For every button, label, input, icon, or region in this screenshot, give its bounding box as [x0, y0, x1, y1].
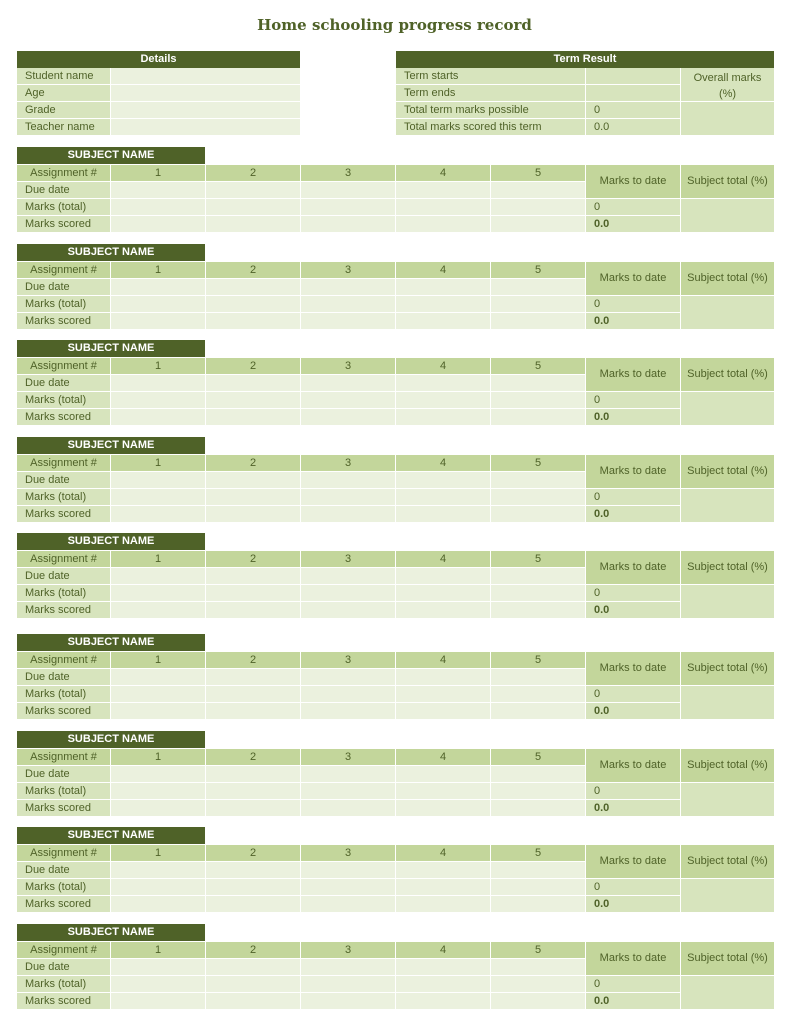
row-label: Due date: [17, 375, 110, 391]
assignment-input-cell[interactable]: [396, 959, 490, 975]
assignment-number: 5: [491, 749, 585, 765]
subject-total-label: Subject total (%): [681, 165, 774, 198]
subject-name-header[interactable]: SUBJECT NAME: [17, 437, 205, 454]
subject-total-value: [681, 392, 774, 425]
row-label: Marks scored: [17, 216, 110, 232]
row-label: Marks (total): [17, 199, 110, 215]
assignment-number: 1: [111, 165, 205, 181]
assignment-number: 1: [111, 942, 205, 958]
assignment-label: Assignment #: [17, 455, 110, 471]
subject-name-header[interactable]: SUBJECT NAME: [17, 244, 205, 261]
term-label-term-starts: Term starts: [396, 68, 585, 84]
assignment-number: 3: [301, 551, 395, 567]
assignment-input-cell[interactable]: [111, 669, 205, 685]
assignment-input-cell[interactable]: [491, 182, 585, 198]
marks-scored-value: 0.0: [586, 602, 680, 618]
assignment-input-cell[interactable]: [111, 686, 205, 702]
assignment-input-cell[interactable]: [111, 862, 205, 878]
assignment-input-cell[interactable]: [206, 669, 300, 685]
assignment-input-cell[interactable]: [396, 199, 490, 215]
marks-scored-value: 0.0: [586, 216, 680, 232]
assignment-input-cell[interactable]: [206, 602, 300, 618]
subject-total-value: [681, 296, 774, 329]
term-label-term-ends: Term ends: [396, 85, 585, 101]
assignment-number: 3: [301, 165, 395, 181]
assignment-input-cell[interactable]: [206, 392, 300, 408]
assignment-input-cell[interactable]: [111, 375, 205, 391]
assignment-input-cell[interactable]: [301, 800, 395, 816]
assignment-input-cell[interactable]: [301, 296, 395, 312]
assignment-number: 4: [396, 455, 490, 471]
assignment-number: 3: [301, 455, 395, 471]
assignment-input-cell[interactable]: [206, 862, 300, 878]
assignment-input-cell[interactable]: [301, 279, 395, 295]
assignment-input-cell[interactable]: [491, 896, 585, 912]
subject-total-value: [681, 199, 774, 232]
assignment-number: 3: [301, 358, 395, 374]
assignment-input-cell[interactable]: [206, 703, 300, 719]
assignment-input-cell[interactable]: [111, 568, 205, 584]
subject-total-label: Subject total (%): [681, 358, 774, 391]
assignment-input-cell[interactable]: [491, 279, 585, 295]
assignment-input-cell[interactable]: [396, 896, 490, 912]
marks-to-date-label: Marks to date: [586, 845, 680, 878]
assignment-number: 4: [396, 749, 490, 765]
assignment-input-cell[interactable]: [491, 976, 585, 992]
marks-scored-value: 0.0: [586, 800, 680, 816]
assignment-input-cell[interactable]: [491, 783, 585, 799]
marks-scored-value: 0.0: [586, 409, 680, 425]
term-result-header: Term Result: [396, 51, 774, 68]
assignment-input-cell[interactable]: [206, 686, 300, 702]
assignment-number: 1: [111, 652, 205, 668]
assignment-input-cell[interactable]: [111, 506, 205, 522]
assignment-input-cell[interactable]: [301, 686, 395, 702]
assignment-input-cell[interactable]: [206, 182, 300, 198]
subject-total-value: [681, 976, 774, 1009]
assignment-number: 4: [396, 165, 490, 181]
assignment-input-cell[interactable]: [396, 703, 490, 719]
marks-total-value: 0: [586, 199, 680, 215]
marks-total-value: 0: [586, 686, 680, 702]
assignment-number: 3: [301, 942, 395, 958]
assignment-input-cell[interactable]: [206, 800, 300, 816]
row-label: Marks scored: [17, 313, 110, 329]
assignment-number: 1: [111, 358, 205, 374]
assignment-number: 1: [111, 551, 205, 567]
assignment-input-cell[interactable]: [491, 313, 585, 329]
assignment-input-cell[interactable]: [301, 766, 395, 782]
assignment-input-cell[interactable]: [301, 669, 395, 685]
row-label: Marks (total): [17, 686, 110, 702]
marks-total-value: 0: [586, 976, 680, 992]
assignment-label: Assignment #: [17, 262, 110, 278]
subject-total-label: Subject total (%): [681, 749, 774, 782]
assignment-input-cell[interactable]: [301, 568, 395, 584]
assignment-input-cell[interactable]: [111, 472, 205, 488]
assignment-input-cell[interactable]: [111, 216, 205, 232]
row-label: Marks scored: [17, 506, 110, 522]
marks-scored-value: 0.0: [586, 506, 680, 522]
assignment-input-cell[interactable]: [206, 959, 300, 975]
assignment-input-cell[interactable]: [491, 959, 585, 975]
assignment-input-cell[interactable]: [396, 568, 490, 584]
assignment-input-cell[interactable]: [206, 993, 300, 1009]
assignment-input-cell[interactable]: [301, 199, 395, 215]
marks-scored-value: 0.0: [586, 993, 680, 1009]
assignment-input-cell[interactable]: [491, 375, 585, 391]
assignment-input-cell[interactable]: [206, 296, 300, 312]
term-label-total-scored: Total marks scored this term: [396, 119, 585, 135]
marks-to-date-label: Marks to date: [586, 942, 680, 975]
assignment-input-cell[interactable]: [111, 313, 205, 329]
assignment-number: 2: [206, 749, 300, 765]
assignment-input-cell[interactable]: [491, 766, 585, 782]
overall-marks-label-cell: [681, 68, 774, 101]
assignment-input-cell[interactable]: [491, 669, 585, 685]
row-label: Due date: [17, 182, 110, 198]
marks-to-date-label: Marks to date: [586, 165, 680, 198]
marks-to-date-label: Marks to date: [586, 551, 680, 584]
details-label-teacher-name: Teacher name: [17, 119, 110, 135]
assignment-number: 2: [206, 165, 300, 181]
assignment-input-cell[interactable]: [111, 703, 205, 719]
assignment-input-cell[interactable]: [111, 959, 205, 975]
assignment-input-cell[interactable]: [491, 216, 585, 232]
assignment-input-cell[interactable]: [206, 375, 300, 391]
subject-total-value: [681, 879, 774, 912]
row-label: Marks scored: [17, 602, 110, 618]
assignment-input-cell[interactable]: [206, 472, 300, 488]
assignment-input-cell[interactable]: [111, 585, 205, 601]
assignment-input-cell[interactable]: [396, 472, 490, 488]
assignment-input-cell[interactable]: [206, 489, 300, 505]
assignment-input-cell[interactable]: [111, 976, 205, 992]
assignment-number: 5: [491, 358, 585, 374]
assignment-number: 4: [396, 652, 490, 668]
assignment-input-cell[interactable]: [111, 409, 205, 425]
age-field[interactable]: [111, 85, 300, 101]
assignment-input-cell[interactable]: [206, 313, 300, 329]
assignment-input-cell[interactable]: [396, 296, 490, 312]
assignment-label: Assignment #: [17, 942, 110, 958]
assignment-number: 2: [206, 652, 300, 668]
row-label: Marks (total): [17, 879, 110, 895]
subject-name-header[interactable]: SUBJECT NAME: [17, 827, 205, 844]
marks-to-date-label: Marks to date: [586, 455, 680, 488]
row-label: Marks scored: [17, 993, 110, 1009]
assignment-number: 5: [491, 942, 585, 958]
assignment-number: 5: [491, 652, 585, 668]
assignment-input-cell[interactable]: [301, 506, 395, 522]
row-label: Due date: [17, 568, 110, 584]
assignment-input-cell[interactable]: [396, 602, 490, 618]
assignment-number: 2: [206, 845, 300, 861]
overall-marks-label: Overall marks (%): [693, 72, 762, 100]
assignment-input-cell[interactable]: [301, 959, 395, 975]
assignment-input-cell[interactable]: [206, 279, 300, 295]
assignment-input-cell[interactable]: [491, 296, 585, 312]
assignment-input-cell[interactable]: [111, 489, 205, 505]
row-label: Due date: [17, 669, 110, 685]
assignment-input-cell[interactable]: [396, 489, 490, 505]
assignment-input-cell[interactable]: [301, 489, 395, 505]
subject-total-label: Subject total (%): [681, 942, 774, 975]
assignment-input-cell[interactable]: [111, 766, 205, 782]
assignment-input-cell[interactable]: [491, 879, 585, 895]
assignment-number: 1: [111, 455, 205, 471]
assignment-input-cell[interactable]: [111, 993, 205, 1009]
assignment-number: 1: [111, 749, 205, 765]
row-label: Marks (total): [17, 783, 110, 799]
assignment-input-cell[interactable]: [396, 800, 490, 816]
assignment-input-cell[interactable]: [301, 976, 395, 992]
assignment-input-cell[interactable]: [301, 703, 395, 719]
row-label: Due date: [17, 279, 110, 295]
assignment-input-cell[interactable]: [301, 375, 395, 391]
marks-scored-value: 0.0: [586, 703, 680, 719]
term-ends-field[interactable]: [586, 85, 680, 101]
subject-total-label: Subject total (%): [681, 262, 774, 295]
row-label: Marks scored: [17, 800, 110, 816]
assignment-number: 4: [396, 942, 490, 958]
subject-total-label: Subject total (%): [681, 551, 774, 584]
marks-to-date-label: Marks to date: [586, 749, 680, 782]
assignment-input-cell[interactable]: [111, 783, 205, 799]
subject-name-header[interactable]: SUBJECT NAME: [17, 533, 205, 550]
assignment-input-cell[interactable]: [111, 296, 205, 312]
row-label: Marks (total): [17, 585, 110, 601]
assignment-input-cell[interactable]: [396, 182, 490, 198]
assignment-input-cell[interactable]: [206, 976, 300, 992]
assignment-input-cell[interactable]: [111, 896, 205, 912]
assignment-input-cell[interactable]: [301, 993, 395, 1009]
assignment-input-cell[interactable]: [206, 506, 300, 522]
assignment-input-cell[interactable]: [111, 182, 205, 198]
marks-total-value: 0: [586, 783, 680, 799]
assignment-input-cell[interactable]: [301, 472, 395, 488]
marks-scored-value: 0.0: [586, 896, 680, 912]
row-label: Due date: [17, 862, 110, 878]
assignment-input-cell[interactable]: [491, 506, 585, 522]
assignment-input-cell[interactable]: [206, 766, 300, 782]
assignment-input-cell[interactable]: [206, 409, 300, 425]
assignment-number: 3: [301, 749, 395, 765]
assignment-number: 5: [491, 455, 585, 471]
marks-total-value: 0: [586, 392, 680, 408]
assignment-label: Assignment #: [17, 652, 110, 668]
assignment-number: 1: [111, 262, 205, 278]
assignment-input-cell[interactable]: [111, 602, 205, 618]
assignment-number: 2: [206, 942, 300, 958]
marks-to-date-label: Marks to date: [586, 652, 680, 685]
assignment-input-cell[interactable]: [396, 506, 490, 522]
assignment-input-cell[interactable]: [111, 279, 205, 295]
assignment-number: 2: [206, 262, 300, 278]
assignment-input-cell[interactable]: [396, 669, 490, 685]
assignment-number: 2: [206, 455, 300, 471]
row-label: Due date: [17, 472, 110, 488]
subject-total-value: [681, 686, 774, 719]
assignment-input-cell[interactable]: [206, 199, 300, 215]
assignment-input-cell[interactable]: [491, 489, 585, 505]
assignment-input-cell[interactable]: [491, 472, 585, 488]
subject-total-value: [681, 489, 774, 522]
assignment-input-cell[interactable]: [396, 879, 490, 895]
assignment-input-cell[interactable]: [396, 976, 490, 992]
total-possible-value: 0: [586, 102, 680, 118]
assignment-input-cell[interactable]: [301, 182, 395, 198]
assignment-input-cell[interactable]: [491, 800, 585, 816]
row-label: Marks (total): [17, 296, 110, 312]
assignment-number: 3: [301, 262, 395, 278]
subject-name-header[interactable]: SUBJECT NAME: [17, 731, 205, 748]
assignment-number: 4: [396, 845, 490, 861]
overall-marks-value: [681, 102, 774, 135]
assignment-input-cell[interactable]: [396, 313, 490, 329]
details-header: Details: [17, 51, 300, 68]
assignment-input-cell[interactable]: [206, 568, 300, 584]
assignment-number: 1: [111, 845, 205, 861]
details-label-age: Age: [17, 85, 110, 101]
row-label: Marks scored: [17, 703, 110, 719]
assignment-number: 3: [301, 845, 395, 861]
assignment-input-cell[interactable]: [396, 585, 490, 601]
assignment-input-cell[interactable]: [301, 862, 395, 878]
subject-name-header[interactable]: SUBJECT NAME: [17, 147, 205, 164]
subject-total-label: Subject total (%): [681, 652, 774, 685]
assignment-number: 3: [301, 652, 395, 668]
assignment-input-cell[interactable]: [491, 703, 585, 719]
assignment-input-cell[interactable]: [491, 602, 585, 618]
term-starts-field[interactable]: [586, 68, 680, 84]
assignment-input-cell[interactable]: [301, 313, 395, 329]
assignment-input-cell[interactable]: [396, 409, 490, 425]
term-label-total-possible: Total term marks possible: [396, 102, 585, 118]
subject-name-header[interactable]: SUBJECT NAME: [17, 340, 205, 357]
row-label: Marks (total): [17, 392, 110, 408]
student-name-field[interactable]: [111, 68, 300, 84]
assignment-input-cell[interactable]: [301, 409, 395, 425]
assignment-input-cell[interactable]: [491, 585, 585, 601]
assignment-input-cell[interactable]: [491, 409, 585, 425]
assignment-number: 4: [396, 358, 490, 374]
assignment-label: Assignment #: [17, 749, 110, 765]
assignment-number: 5: [491, 551, 585, 567]
assignment-input-cell[interactable]: [396, 279, 490, 295]
teacher-name-field[interactable]: [111, 119, 300, 135]
assignment-input-cell[interactable]: [111, 879, 205, 895]
subject-total-label: Subject total (%): [681, 455, 774, 488]
page-title: Home schooling progress record: [257, 16, 532, 34]
row-label: Due date: [17, 959, 110, 975]
assignment-number: 5: [491, 165, 585, 181]
subject-name-header[interactable]: SUBJECT NAME: [17, 634, 205, 651]
assignment-label: Assignment #: [17, 551, 110, 567]
assignment-input-cell[interactable]: [396, 783, 490, 799]
grade-field[interactable]: [111, 102, 300, 118]
assignment-label: Assignment #: [17, 358, 110, 374]
assignment-label: Assignment #: [17, 845, 110, 861]
assignment-input-cell[interactable]: [396, 375, 490, 391]
assignment-input-cell[interactable]: [301, 216, 395, 232]
marks-to-date-label: Marks to date: [586, 262, 680, 295]
assignment-input-cell[interactable]: [491, 993, 585, 1009]
row-label: Marks scored: [17, 896, 110, 912]
assignment-input-cell[interactable]: [396, 216, 490, 232]
assignment-input-cell[interactable]: [301, 783, 395, 799]
assignment-input-cell[interactable]: [206, 879, 300, 895]
marks-total-value: 0: [586, 296, 680, 312]
assignment-input-cell[interactable]: [396, 392, 490, 408]
assignment-number: 4: [396, 262, 490, 278]
marks-total-value: 0: [586, 489, 680, 505]
assignment-input-cell[interactable]: [491, 199, 585, 215]
assignment-input-cell[interactable]: [111, 800, 205, 816]
details-label-student-name: Student name: [17, 68, 110, 84]
assignment-input-cell[interactable]: [491, 568, 585, 584]
assignment-input-cell[interactable]: [491, 862, 585, 878]
assignment-input-cell[interactable]: [301, 392, 395, 408]
assignment-input-cell[interactable]: [301, 896, 395, 912]
row-label: Marks (total): [17, 489, 110, 505]
assignment-number: 4: [396, 551, 490, 567]
assignment-input-cell[interactable]: [396, 686, 490, 702]
assignment-input-cell[interactable]: [491, 686, 585, 702]
marks-to-date-label: Marks to date: [586, 358, 680, 391]
row-label: Due date: [17, 766, 110, 782]
total-scored-value: 0.0: [586, 119, 680, 135]
assignment-input-cell[interactable]: [491, 392, 585, 408]
assignment-number: 5: [491, 262, 585, 278]
assignment-input-cell[interactable]: [206, 783, 300, 799]
assignment-input-cell[interactable]: [301, 879, 395, 895]
subject-total-label: Subject total (%): [681, 845, 774, 878]
subject-name-header[interactable]: SUBJECT NAME: [17, 924, 205, 941]
subject-total-value: [681, 585, 774, 618]
assignment-input-cell[interactable]: [396, 993, 490, 1009]
row-label: Marks (total): [17, 976, 110, 992]
assignment-number: 2: [206, 551, 300, 567]
assignment-number: 5: [491, 845, 585, 861]
details-label-grade: Grade: [17, 102, 110, 118]
assignment-input-cell[interactable]: [301, 602, 395, 618]
assignment-input-cell[interactable]: [396, 766, 490, 782]
assignment-input-cell[interactable]: [206, 896, 300, 912]
subject-total-value: [681, 783, 774, 816]
marks-total-value: 0: [586, 585, 680, 601]
marks-total-value: 0: [586, 879, 680, 895]
assignment-label: Assignment #: [17, 165, 110, 181]
assignment-input-cell[interactable]: [206, 585, 300, 601]
row-label: Marks scored: [17, 409, 110, 425]
assignment-input-cell[interactable]: [206, 216, 300, 232]
assignment-input-cell[interactable]: [301, 585, 395, 601]
assignment-input-cell[interactable]: [396, 862, 490, 878]
assignment-number: 2: [206, 358, 300, 374]
marks-scored-value: 0.0: [586, 313, 680, 329]
assignment-input-cell[interactable]: [111, 392, 205, 408]
assignment-input-cell[interactable]: [111, 199, 205, 215]
